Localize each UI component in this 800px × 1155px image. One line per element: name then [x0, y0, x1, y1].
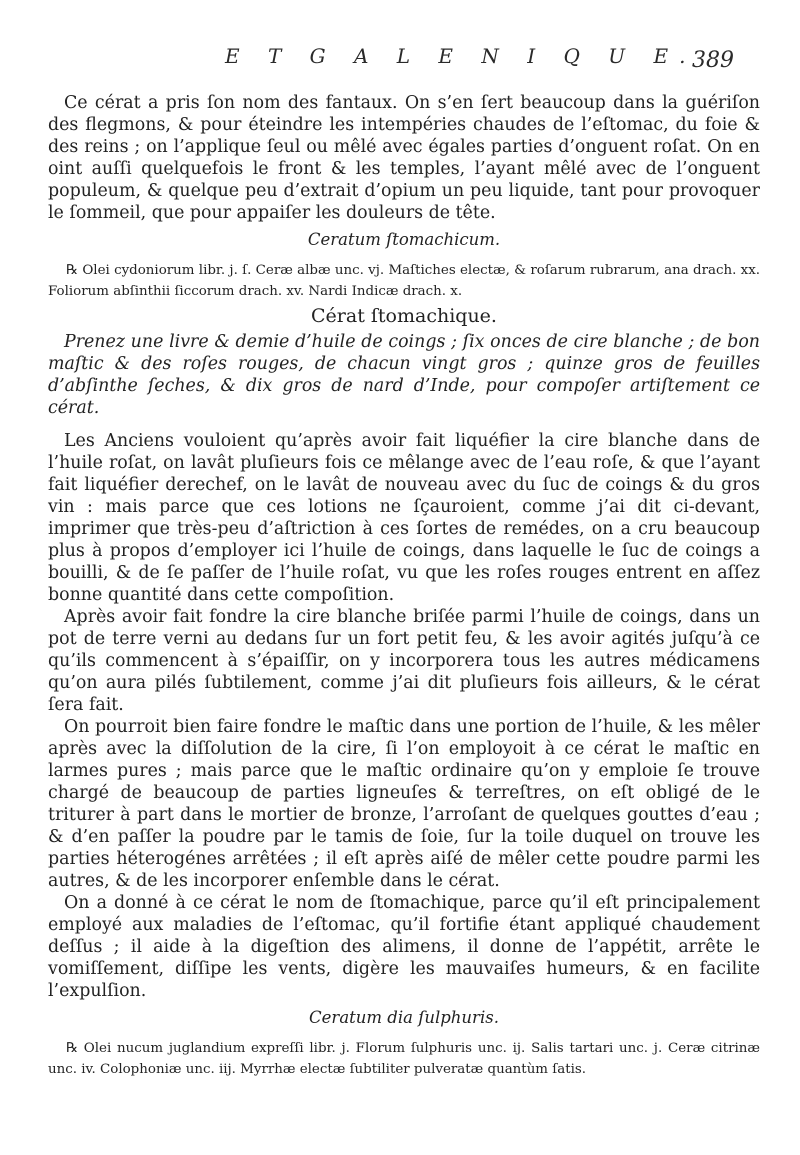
french-recipe: Prenez une livre & demie d’huile de coings ; ſix onces de cire blanche ; de bon maſtic & des roſes rouges, de chacun vingt gros ; quinze gros de feuilles d’abſinthe ſeches, & dix gros de nard d’Inde, pour compoſer artiſtement ce cérat.: [48, 332, 760, 418]
section-heading-cerat-stomachique: Cérat ſtomachique.: [311, 305, 497, 327]
running-head: E T G A L E N I Q U E.: [225, 44, 697, 68]
paragraph-usage: On a donné à ce cérat le nom de ſtomachique, parce qu’il eſt principalement employé aux maladies de l’eſtomac, qu’il fortifie étant appliqué chaudement deſſus ; il aide à la digeſtion des alimens, il donne de l’appétit, arrête le vomiſſement, diſſipe les vents, digère les mauvaiſes humeurs, & en facilite l’expulſion.: [48, 893, 760, 1001]
paragraph-mastic: On pourroit bien faire fondre le maſtic dans une portion de l’huile, & les mêler après avec la diſſolution de la cire, ſi l’on employoit à ce cérat le maſtic en larmes pures ; mais parce que le maſtic ordinaire qu’on y emploie ſe trouve chargé de beaucoup de parties ligneuſes & terreſtres, on eſt obligé de le triturer à part dans le mortier de bronze, l’arroſant de quelques gouttes d’eau ; & d’en paſſer la poudre par le tamis de ſoie, ſur la toile duquel on trouve les parties héterogénes arrêtées ; il eſt après aiſé de mêler cette poudre parmi les autres, & de les incorporer enſemble dans le cérat.: [48, 717, 760, 891]
paragraph-anciens: Les Anciens vouloient qu’après avoir fait liquéfier la cire blanche dans de l’huile roſat, on lavât pluſieurs fois ce mêlange avec de l’eau roſe, & que l’ayant fait liquéfier derechef, on le lavât de nouveau avec du ſuc de coings & du gros vin : mais parce que ces lotions ne ſçauroient, comme j’ai dit ci-devant, imprimer que très-peu d’aſtriction à ces ſortes de remédes, on a cru beaucoup plus à propos d’employer ici l’huile de coings, dans laquelle le ſuc de coings a bouilli, & de ſe paſſer de l’huile roſat, vu que les roſes rouges entrent en aſſez bonne quantité dans cette compoſition.: [48, 431, 760, 605]
latin-recipe: ℞ Olei cydoniorum libr. j. ſ. Ceræ albæ unc. vj. Maſtiches electæ, & roſarum rubrarum, ana drach. xx. Foliorum abſinthii ſiccorum drach. xv. Nardi Indicæ drach. x.: [48, 263, 760, 299]
page-header: [225, 44, 760, 84]
section-heading-ceratum-dia-sulphuris: Ceratum dia ſulphuris.: [309, 1008, 499, 1027]
page-number: 389: [692, 48, 734, 73]
paragraph-preparation: Après avoir fait fondre la cire blanche briſée parmi l’huile de coings, dans un pot de terre verni au dedans ſur un fort petit feu, & les avoir agités juſqu’à ce qu’ils commencent à s’épaiſſir, on y incorporera tous les autres médicamens qu’on aura pilés ſubtilement, comme j’ai dit pluſieurs fois ailleurs, & le cérat ſera fait.: [48, 607, 760, 715]
section-heading-ceratum-stomachicum: Ceratum ſtomachicum.: [307, 230, 501, 249]
paragraph-cerat-santaux: Ce cérat a pris ſon nom des fantaux. On s’en ſert beaucoup dans la guériſon des flegmons, & pour éteindre les intempéries chaudes de l’eſtomac, du foie & des reins ; on l’applique ſeul ou mêlé avec égales parties d’onguent roſat. On en oint auſſi quelquefois le front & les temples, l’ayant mêlé avec de l’onguent populeum, & quelque peu d’extrait d’opium un peu liquide, tant pour provoquer le ſommeil, que pour appaiſer les douleurs de tête.: [48, 93, 760, 223]
body-text: [48, 92, 760, 1082]
latin-recipe-sulphur: ℞ Olei nucum juglandium expreſſi libr. j. Florum ſulphuris unc. ij. Salis tartari unc. j. Ceræ citrinæ unc. iv. Colophoniæ unc. iij. Myrrhæ electæ ſubtiliter pulveratæ quantùm ſatis.: [48, 1041, 760, 1077]
